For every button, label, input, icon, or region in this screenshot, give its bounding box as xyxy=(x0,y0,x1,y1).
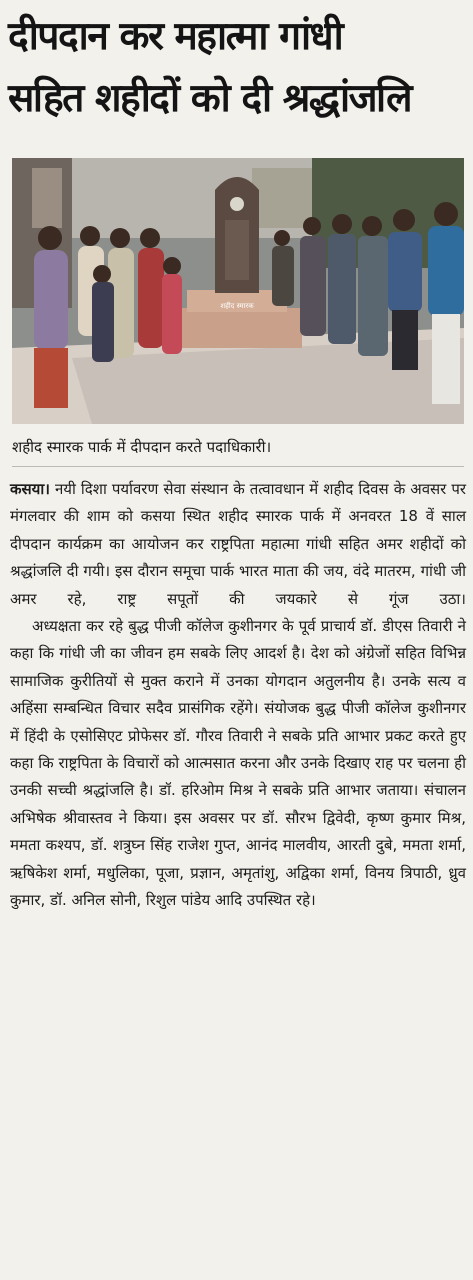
dateline: कसया। xyxy=(10,480,50,498)
photo-caption: शहीद स्मारक पार्क में दीपदान करते पदाधिकारी। xyxy=(12,438,272,456)
headline-line-1: दीपदान कर महात्मा गांधी xyxy=(8,14,343,59)
article-paragraph-1-text: नयी दिशा पर्यावरण सेवा संस्थान के तत्वावधान में शहीद दिवस के अवसर पर मंगलवार की शाम को कसया स्थित शहीद स्मारक पार्क में अनवरत 18 वें साल दीपदान कार्यक्रम का आयोजन कर राष्ट्रपिता महात्मा गांधी सहित अमर शहीदों को श्रद्धांजलि दी गयी। इस दौरान समूचा पार्क भारत माता की जय, वंदे मातरम, गांधी जी अमर रहे, राष्ट्र सपूतों की जयकारे से गूंज उठा। xyxy=(10,480,466,608)
caption-divider xyxy=(12,466,464,467)
news-photo xyxy=(12,158,464,424)
headline xyxy=(8,6,466,130)
building-window xyxy=(32,168,62,228)
article-paragraph-1 xyxy=(10,476,466,613)
monument-plaque xyxy=(225,220,249,280)
monument-clock xyxy=(230,197,244,211)
monument-platform xyxy=(172,308,302,348)
monument-label: शहीद स्मारक xyxy=(220,302,254,310)
headline-line-2: सहित शहीदों को दी श्रद्धांजलि xyxy=(8,76,412,121)
article-paragraph-2: अध्यक्षता कर रहे बुद्ध पीजी कॉलेज कुशीनगर के पूर्व प्राचार्य डॉ. डीएस तिवारी ने कहा कि गांधी जी का जीवन हम सबके लिए आदर्श है। देश को अंग्रेजों सहित विभिन्न सामाजिक कुरीतियों से मुक्त कराने में उनका योगदान अतुलनीय है। उनके सत्य व अहिंसा सम्बन्धित विचार सदैव प्रासंगिक रहेंगे। संयोजक बुद्ध पीजी कॉलेज कुशीनगर में हिंदी के एसोसिएट प्रोफेसर डॉ. गौरव तिवारी ने सबके प्रति आभार प्रकट करते हुए कहा कि राष्ट्रपिता के विचारों को आत्मसात करना और उनके दिखाए राह पर चलना ही उनकी सच्ची श्रद्धांजलि है। डॉ. हरिओम मिश्र ने सबके प्रति आभार जताया। संचालन अभिषेक श्रीवास्तव ने किया। इस अवसर पर डॉ. सौरभ द्विवेदी, कृष्ण कुमार मिश्र, ममता कश्यप, डॉ. शत्रुघ्न सिंह राजेश गुप्त, आनंद मालवीय, आरती दुबे, ममता शर्मा, ऋषिकेश शर्मा, मधुलिका, पूजा, प्रज्ञान, अमृतांशु, अद्विका शर्मा, विनय त्रिपाठी, ध्रुव कुमार, डॉ. अनिल सोनी, रिशुल पांडेय आदि उपस्थित रहे। xyxy=(10,617,466,910)
photo-illustration xyxy=(12,158,464,424)
article-body xyxy=(10,476,466,915)
signboard xyxy=(252,168,312,228)
